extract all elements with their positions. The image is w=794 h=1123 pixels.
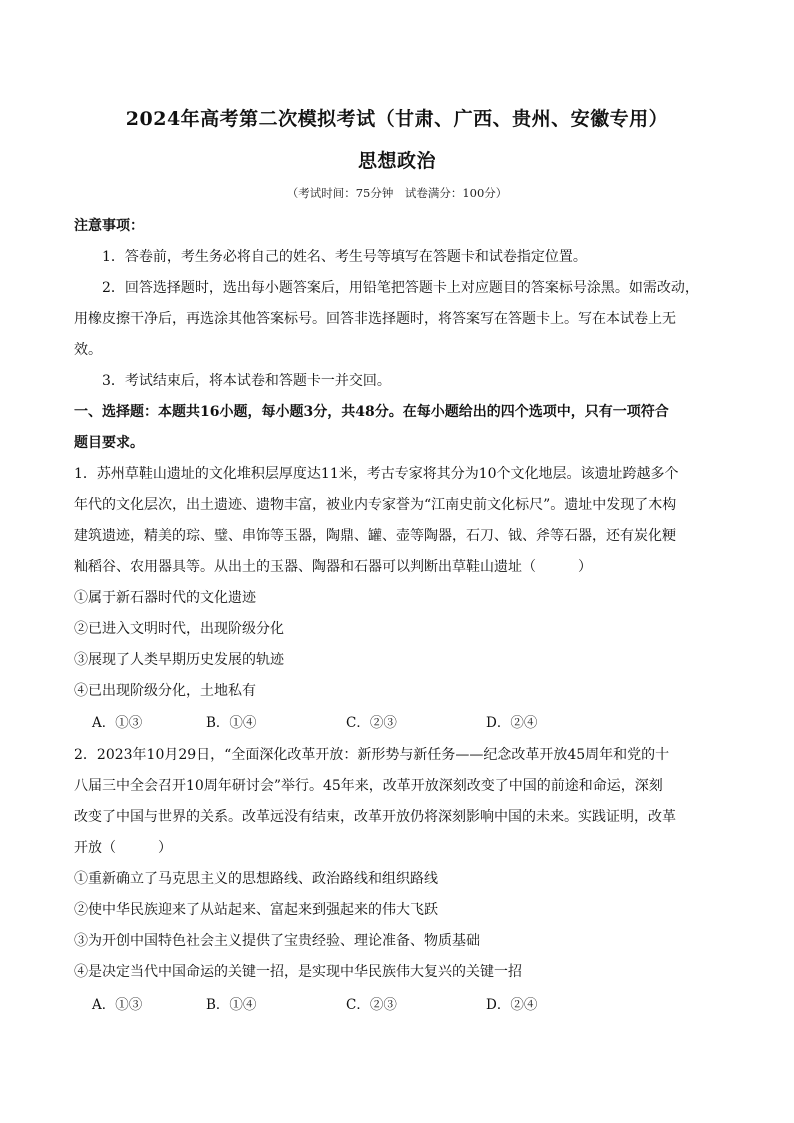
q2-stem-line: 改变了中国与世界的关系。改革远没有结束，改革开放仍将深刻影响中国的未来。实践证明，改革 bbox=[74, 809, 676, 825]
q2-statement-3: ③为开创中国特色社会主义提供了宝贵经验、理论准备、物质基础 bbox=[74, 933, 480, 949]
q1-statement-2: ②已进入文明时代，出现阶级分化 bbox=[74, 621, 284, 637]
q2-statement-2: ②使中华民族迎来了从站起来、富起来到强起来的伟大飞跃 bbox=[74, 902, 438, 918]
q2-choice-b[interactable]: B．①④ bbox=[206, 997, 257, 1013]
q2-statement-4: ④是决定当代中国命运的关键一招，是实现中华民族伟大复兴的关键一招 bbox=[74, 964, 522, 980]
notice-item-1: 1．答卷前，考生务必将自己的姓名、考生号等填写在答题卡和试卷指定位置。 bbox=[102, 249, 587, 265]
q2-choice-d[interactable]: D．②④ bbox=[486, 997, 538, 1013]
section-heading-cont: 题目要求。 bbox=[74, 435, 144, 451]
notice-heading: 注意事项： bbox=[74, 218, 144, 234]
notice-item-2-end: 效。 bbox=[74, 342, 102, 358]
q2-choice-c[interactable]: C．②③ bbox=[346, 997, 397, 1013]
q1-choice-b[interactable]: B．①④ bbox=[206, 715, 257, 731]
subject-title: 思想政治 bbox=[357, 150, 436, 172]
section-heading: 一、选择题：本题共16小题，每小题3分，共48分。在每小题给出的四个选项中，只有一项符合 bbox=[74, 404, 669, 420]
q1-stem-line: 1．苏州草鞋山遗址的文化堆积层厚度达11米，考古专家将其分为10个文化地层。该遗址跨越多个 bbox=[74, 466, 679, 482]
q1-stem-line: 建筑遗迹，精美的琮、璧、串饰等玉器，陶鼎、罐、壶等陶器，石刀、钺、斧等石器，还有炭化粳 bbox=[74, 528, 676, 544]
q2-stem-line: 八届三中全会召开10周年研讨会”举行。45年来，改革开放深刻改变了中国的前途和命运，深刻 bbox=[74, 778, 663, 794]
q1-stem-line: 籼稻谷、农用器具等。从出土的玉器、陶器和石器可以判断出草鞋山遗址（ ） bbox=[74, 559, 592, 575]
q1-statement-4: ④已出现阶级分化，土地私有 bbox=[74, 683, 256, 699]
notice-item-2-cont: 用橡皮擦干净后，再选涂其他答案标号。回答非选择题时，将答案写在答题卡上。写在本试卷上无 bbox=[74, 311, 676, 327]
q1-choice-c[interactable]: C．②③ bbox=[346, 715, 397, 731]
q1-statement-3: ③展现了人类早期历史发展的轨迹 bbox=[74, 652, 284, 668]
q2-stem-line: 开放（ ） bbox=[74, 840, 172, 856]
exam-title: 2024年高考第二次模拟考试（甘肃、广西、贵州、安徽专用） bbox=[125, 108, 669, 130]
exam-info: （考试时间：75分钟 试卷满分：100分） bbox=[286, 186, 508, 200]
q1-statement-1: ①属于新石器时代的文化遗迹 bbox=[74, 590, 256, 606]
q2-choice-a[interactable]: A．①③ bbox=[92, 997, 143, 1013]
notice-item-3: 3．考试结束后，将本试卷和答题卡一并交回。 bbox=[102, 373, 391, 389]
q1-choice-a[interactable]: A．①③ bbox=[92, 715, 143, 731]
q1-choice-d[interactable]: D．②④ bbox=[486, 715, 538, 731]
q2-stem-line: 2．2023年10月29日，“全面深化改革开放：新形势与新任务——纪念改革开放45周年和党的十 bbox=[74, 747, 670, 763]
notice-item-2: 2．回答选择题时，选出每小题答案后，用铅笔把答题卡上对应题目的答案标号涂黑。如需改动， bbox=[102, 280, 699, 296]
q1-stem-line: 年代的文化层次，出土遗迹、遗物丰富，被业内专家誉为“江南史前文化标尺”。遗址中发现了木构 bbox=[74, 497, 677, 513]
q2-statement-1: ①重新确立了马克思主义的思想路线、政治路线和组织路线 bbox=[74, 871, 438, 887]
